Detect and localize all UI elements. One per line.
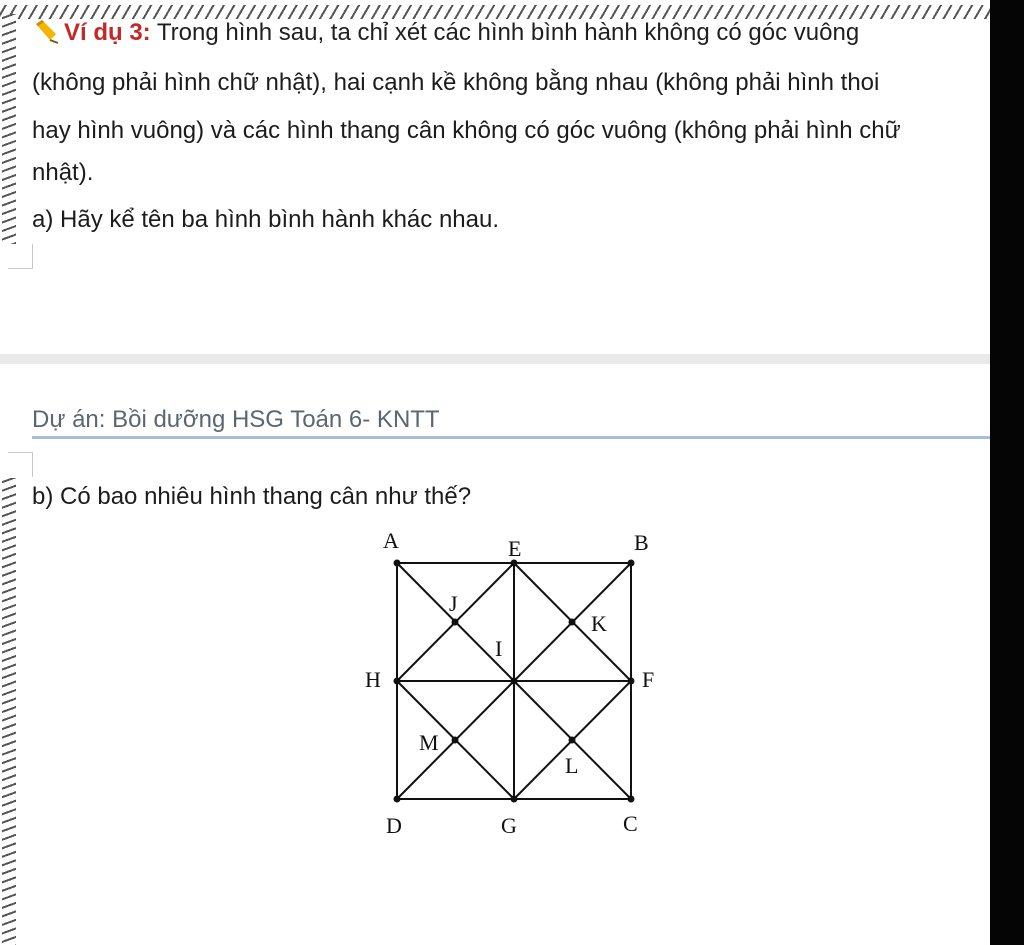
left-decorative-border (2, 478, 16, 945)
page-header: Dự án: Bồi dưỡng HSG Toán 6- KNTT (32, 406, 440, 433)
paragraph-line: (không phải hình chữ nhật), hai cạnh kề không bằng nhau (không phải hình thoi (32, 69, 880, 96)
point-label-g: G (501, 813, 517, 838)
page-break (0, 354, 990, 364)
right-edge-bar (990, 0, 1024, 945)
point-label-a: A (383, 528, 399, 553)
example-text: Trong hình sau, ta chỉ xét các hình bình hành không có góc vuông (150, 19, 860, 46)
page-corner-mark (8, 452, 33, 477)
point-label-m: M (419, 730, 439, 755)
example-title-line (32, 18, 859, 48)
top-decorative-border (0, 5, 990, 19)
point-label-h: H (365, 667, 381, 692)
point-label-k: K (591, 611, 607, 636)
point-label-d: D (386, 813, 402, 838)
paragraph-line: nhật). (32, 159, 94, 186)
point-label-j: J (449, 591, 458, 616)
point-label-b: B (634, 530, 649, 555)
question-a: a) Hãy kể tên ba hình bình hành khác nhau. (32, 206, 500, 233)
point-label-e: E (508, 536, 522, 561)
point-label-i: I (495, 636, 503, 661)
header-rule (32, 436, 990, 439)
pushpin-icon (32, 18, 60, 44)
left-decorative-border (2, 14, 16, 244)
point-label-c: C (623, 811, 638, 836)
point-label-l: L (565, 753, 579, 778)
example-label: Ví dụ 3: (64, 19, 151, 46)
point-label-f: F (642, 667, 655, 692)
geometry-figure (355, 520, 675, 840)
page-corner-mark (8, 244, 33, 269)
question-b: b) Có bao nhiêu hình thang cân như thế? (32, 483, 472, 510)
paragraph-line: hay hình vuông) và các hình thang cân không có góc vuông (không phải hình chữ (32, 117, 901, 144)
